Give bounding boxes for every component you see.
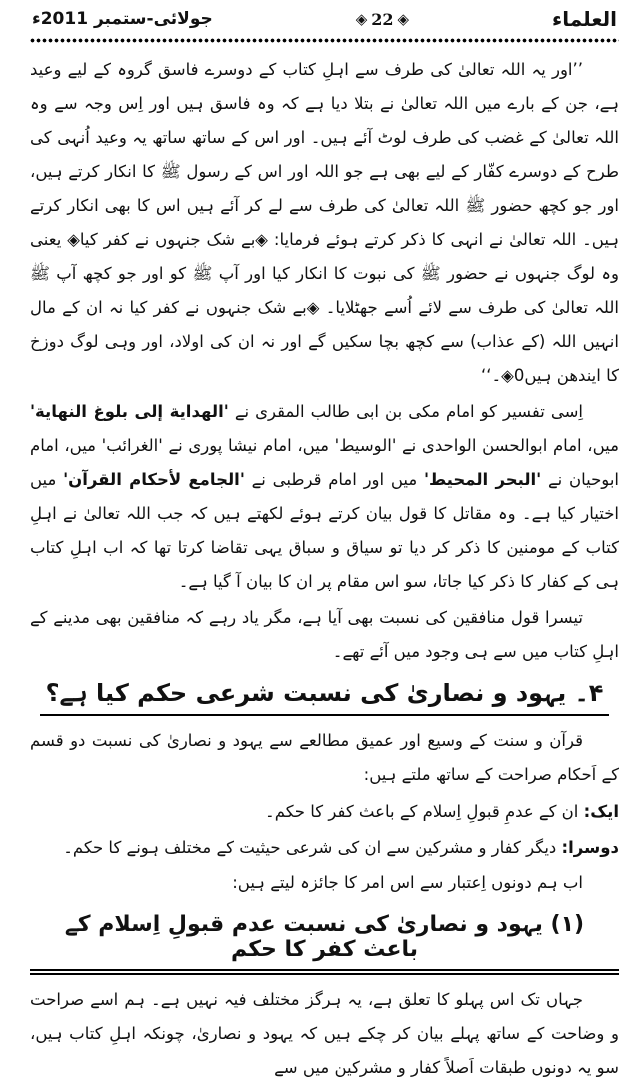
journal-title: العلماء [552, 7, 617, 31]
ruling-item-two [30, 830, 619, 866]
page-number: 22 [371, 9, 394, 29]
section-heading-sharii-hukm [30, 679, 619, 716]
ornament-diamond-icon: ◈ [355, 9, 368, 28]
section-heading-text: ۴۔ یہود و نصاریٰ کی نسبت شرعی حکم کیا ہے؟ [40, 679, 610, 716]
third-opinion-paragraph: تیسرا قول منافقین کی نسبت بھی آیا ہے، مگر یاد رہے کہ منافقین بھی مدینے کے اہلِ کتاب میں سے ہی وجود میں آئے تھے۔ [30, 608, 619, 661]
magazine-page [20, 0, 629, 1077]
section-heading-kufr-ruling [30, 912, 619, 975]
ruling-item-two-text: دیگر کفار و مشرکین سے ان کی شرعی حیثیت کے مختلف ہونے کا حکم۔ [63, 838, 562, 857]
page-number-block [356, 10, 409, 29]
ruling-item-one-label: ایک: [583, 802, 619, 821]
two-rulings-intro-paragraph: قرآن و سنت کے وسیع اور عمیق مطالعے سے یہود و نصاریٰ کی نسبت دو قسم کے اَحکام صراحت کے ساتھ ملتے ہیں: [30, 731, 619, 784]
ruling-item-two-label: دوسرا: [561, 838, 619, 857]
review-intro-paragraph: اب ہم دونوں اِعتبار سے اس امر کا جائزہ لیتے ہیں: [232, 873, 583, 892]
issue-date: جولائی-ستمبر 2011ء [32, 9, 213, 29]
dotted-separator [30, 38, 619, 43]
closing-paragraph: جہاں تک اس پہلو کا تعلق ہے، یہ ہرگز مختلف فیہ نہیں ہے۔ ہم اسے صراحت و وضاحت کے ساتھ پہلے بیان کر چکے ہیں کہ یہود و نصاریٰ، چونکہ اہلِ کتاب ہیں، سو یہ دونوں طبقات اَصلاً کفار و مشرکین میں سے [30, 990, 619, 1077]
tafsir-sources-paragraph: اِسی تفسیر کو امام مکی بن ابی طالب المقری نے 'الهداية إلى بلوغ النهاية' میں، امام ابوالحسن الواحدی نے 'الوسیط' میں، امام نیشا پوری نے 'الغرائب' میں، امام ابوحیان نے 'البحر المحیط' میں اور امام قرطبی نے 'الجامع لأحكام القرآن' میں اختیار کیا ہے۔ وہ مقاتل کا قول بیان کرتے ہوئے لکھتے ہیں کہ جب اللہ تعالیٰ نے اہلِ کتاب کے مومنین کا ذکر کر دیا تو سیاق و سباق یہی تقاضا کرتا تھا کہ اب اہلِ کتاب ہی کے کفار کا ذکر کیا جاتا، سو اس مقام پر ان کا بیان آ گیا ہے۔ [30, 402, 619, 591]
quote-paragraph: ’’اور یہ اللہ تعالیٰ کی طرف سے اہلِ کتاب کے دوسرے فاسق گروہ کے لیے وعید ہے، جن کے بارے میں اللہ تعالیٰ نے بتلا دیا ہے کہ وہ فاسق ہیں اور اِس وجہ سے وہ اللہ تعالیٰ کے غضب کی طرف لوٹ آئے ہیں۔ اور اس کے ساتھ ساتھ یہ وعید اُنہی کی طرح کے دوسرے کفّار کے لیے بھی ہے جو اللہ اور اس کے رسول ﷺ کا انکار کرتے ہیں، اور جو کچھ حضور ﷺ اللہ تعالیٰ کی طرف سے لے کر آئے ہیں اس کا بھی انکار کرتے ہیں۔ اللہ تعالیٰ نے انہی کا ذکر کرتے ہوئے فرمایا: ◈بے شک جنہوں نے کفر کیا◈ یعنی وہ لوگ جنہوں نے حضور ﷺ کی نبوت کا انکار کیا اور آپ ﷺ کو اور جو کچھ آپ ﷺ اللہ تعالیٰ کی طرف سے لائے اُسے جھٹلایا۔ ◈بے شک جنہوں نے کفر کیا نہ ان کے مال انہیں اللہ (کے عذاب) سے کچھ بچا سکیں گے اور نہ ان کی اولاد، اور وہی لوگ دوزخ کا ایندھن ہیں0◈۔‘‘ [30, 60, 619, 385]
ruling-item-one [30, 794, 619, 830]
ruling-item-one-text: ان کے عدمِ قبولِ اِسلام کے باعث کفر کا حکم۔ [265, 802, 584, 821]
ornament-diamond-icon: ◈ [397, 9, 410, 28]
page-header [30, 5, 619, 36]
section-heading-text: (۱) یہود و نصاریٰ کی نسبت عدم قبولِ اِسلام کے باعث کفر کا حکم [30, 912, 619, 975]
